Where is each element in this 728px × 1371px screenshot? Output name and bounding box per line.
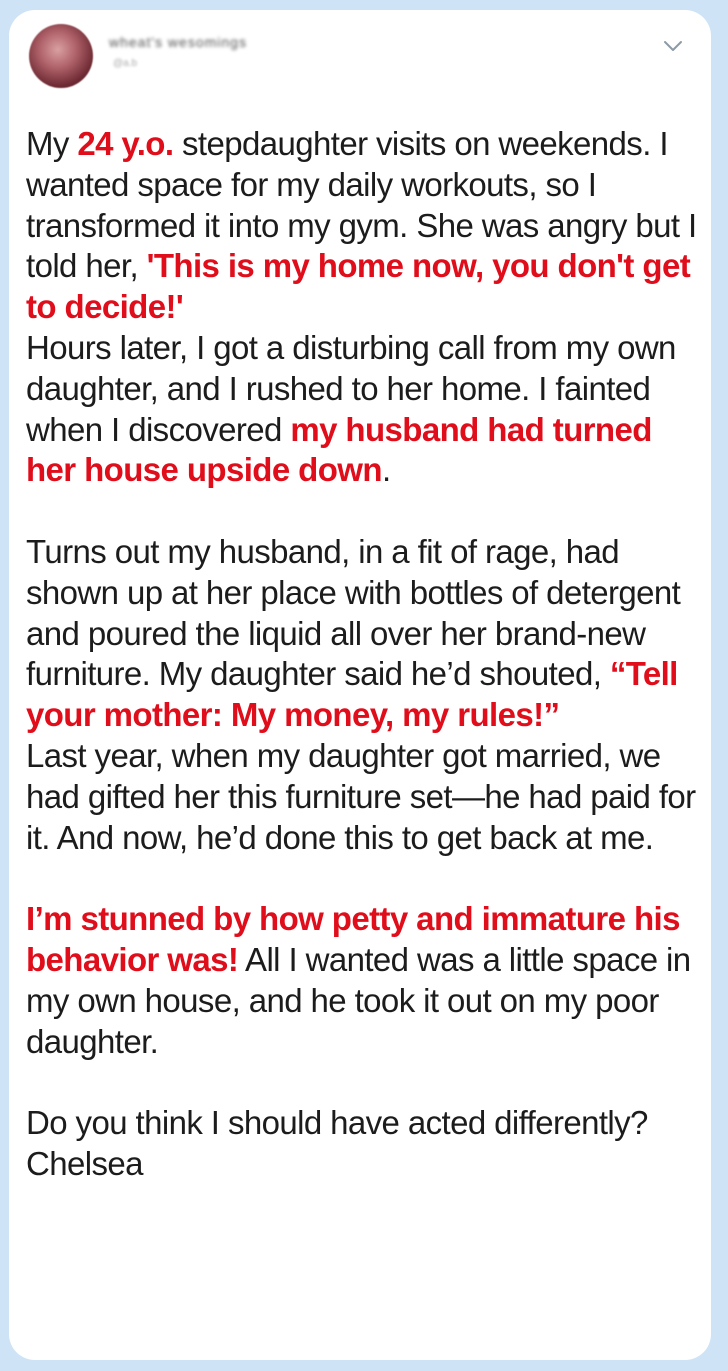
author-name[interactable]: wheat's wesomings	[109, 34, 247, 50]
highlight-age: 24 y.o.	[77, 125, 174, 162]
highlight-stunned: I’m stunned by how petty and immature his behavior was!	[26, 900, 680, 978]
author-handle[interactable]: @a.b	[113, 58, 138, 69]
paragraph-2	[26, 532, 702, 858]
paragraph-1	[26, 124, 702, 491]
text: All I wanted was a little space in my own house, and he took it out on my poor daughter.	[26, 940, 691, 1060]
signature: Chelsea	[26, 1144, 143, 1182]
text: Hours later, I got a disturbing call from my own daughter, and I rushed to her home. I fainted when I discovered	[26, 328, 676, 448]
post-card	[9, 10, 711, 1360]
avatar[interactable]	[29, 24, 93, 88]
chevron-down-icon[interactable]	[661, 34, 685, 58]
paragraph-3	[26, 899, 702, 1062]
text: Turns out my husband, in a fit of rage, had shown up at her place with bottles of detergent and poured the liquid all over her brand-new furniture. My daughter said he’d shouted,	[26, 532, 681, 693]
highlight-shout: “Tell your mother: My money, my rules!”	[26, 655, 678, 734]
text: Last year, when my daughter got married, we had gifted her this furniture set—he had paid for it. And now, he’d done this to get back at me.	[26, 736, 696, 856]
question-text: Do you think I should have acted differently?	[26, 1104, 648, 1142]
highlight-husband: my husband had turned her house upside down	[26, 410, 652, 489]
text: My	[26, 125, 78, 162]
highlight-quote: 'This is my home now, you don't get to decide!'	[26, 247, 691, 326]
text: stepdaughter visits on weekends. I wanted space for my daily workouts, so I transformed it into my gym. She was angry but I told her,	[26, 125, 697, 285]
post-body	[26, 124, 702, 1185]
paragraph-4	[26, 1103, 702, 1185]
text: .	[381, 451, 391, 489]
